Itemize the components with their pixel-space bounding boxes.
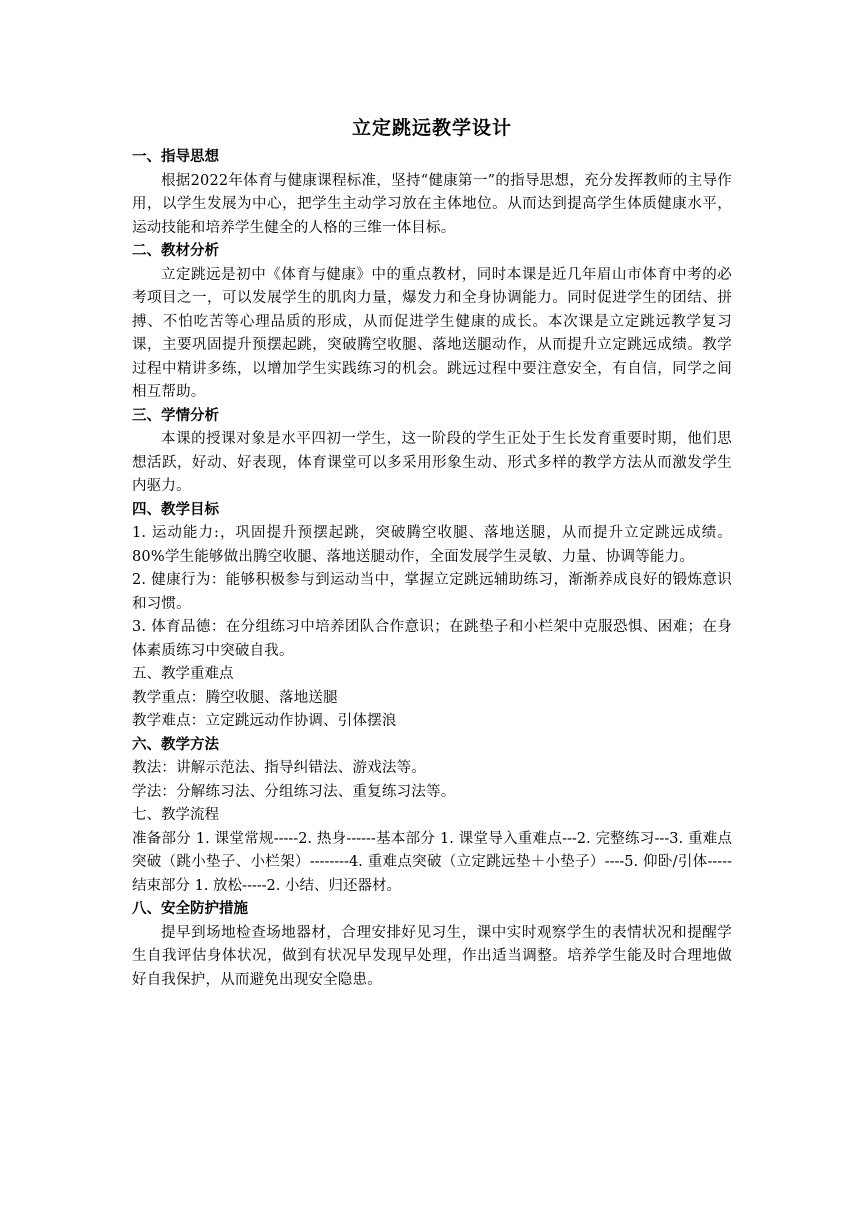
teaching-difficulty: 教学难点：立定跳远动作协调、引体摆浪	[132, 713, 397, 729]
document-page	[132, 113, 732, 992]
section-heading: 六、教学方法	[132, 736, 219, 753]
document-title: 立定跳远教学设计	[351, 117, 512, 139]
section-key-points	[132, 663, 732, 734]
section-student-analysis	[132, 405, 732, 499]
section-material-analysis	[132, 240, 732, 405]
section-paragraph: 根据2022年体育与健康课程标准，坚持“健康第一”的指导思想，充分发挥教师的主导作用，以学生发展为中心，把学生主动学习放在主体地位。从而达到提高学生体质健康水平，运动技能和培养学生健全的人格的三维一体目标。	[132, 172, 732, 236]
section-heading: 三、学情分析	[132, 407, 219, 424]
teaching-method: 教法：讲解示范法、指导纠错法、游戏法等。	[132, 760, 426, 776]
goal-item: 3. 体育品德：在分组练习中培养团队合作意识；在跳垫子和小栏架中克服恐惧、困难；在身体素质练习中突破自我。	[132, 619, 732, 659]
goal-item: 2. 健康行为：能够积极参与到运动当中，掌握立定跳远辅助练习，渐渐养成良好的锻炼意识和习惯。	[132, 572, 732, 612]
section-paragraph: 本课的授课对象是水平四初一学生，这一阶段的学生正处于生长发育重要时期，他们思想活跃，好动、好表现，体育课堂可以多采用形象生动、形式多样的教学方法从而激发学生内驱力。	[132, 431, 732, 494]
section-heading: 七、教学流程	[132, 807, 219, 823]
section-heading: 五、教学重难点	[132, 666, 234, 682]
section-heading: 八、安全防护措施	[132, 901, 248, 917]
teaching-focus: 教学重点：腾空收腿、落地送腿	[132, 689, 338, 706]
section-guiding-ideology	[132, 146, 732, 240]
section-safety-measures	[132, 898, 732, 992]
section-heading: 二、教材分析	[132, 243, 219, 259]
section-teaching-goals	[132, 499, 732, 664]
section-teaching-process	[132, 804, 732, 898]
section-paragraph: 立定跳远是初中《体育与健康》中的重点教材，同时本课是近几年眉山市体育中考的必考项目之一，可以发展学生的肌肉力量，爆发力和全身协调能力。同时促进学生的团结、拼搏、不怕吃苦等心理品质的形成，从而促进学生健康的成长。本次课是立定跳远教学复习课，主要巩固提升预摆起跳，突破腾空收腿、落地送腿动作，从而提升立定跳远成绩。教学过程中精讲多练，以增加学生实践练习的机会。跳远过程中要注意安全，有自信，同学之间相互帮助。	[132, 266, 732, 400]
learning-method: 学法：分解练习法、分组练习法、重复练习法等。	[132, 783, 456, 800]
section-heading: 四、教学目标	[132, 501, 219, 518]
section-teaching-methods	[132, 734, 732, 805]
section-paragraph: 提早到场地检查场地器材，合理安排好见习生，课中实时观察学生的表情状况和提醒学生自我评估身体状况，做到有状况早发现早处理，作出适当调整。培养学生能及时合理地做好自我保护，从而避免出现安全隐患。	[132, 924, 732, 988]
goal-item: 1. 运动能力:，巩固提升预摆起跳，突破腾空收腿、落地送腿，从而提升立定跳远成绩。80%学生能够做出腾空收腿、落地送腿动作，全面发展学生灵敏、力量、协调等能力。	[132, 525, 732, 565]
section-heading: 一、指导思想	[132, 149, 219, 165]
process-flow: 准备部分 1. 课堂常规-----2. 热身------基本部分 1. 课堂导入重难点---2. 完整练习---3. 重难点突破（跳小垫子、小栏架）--------4. 重难点突破（立定跳远垫＋小垫子）----5. 仰卧/引体-----结束部分 1. 放松-----2. 小结、归还器材。	[132, 830, 732, 894]
